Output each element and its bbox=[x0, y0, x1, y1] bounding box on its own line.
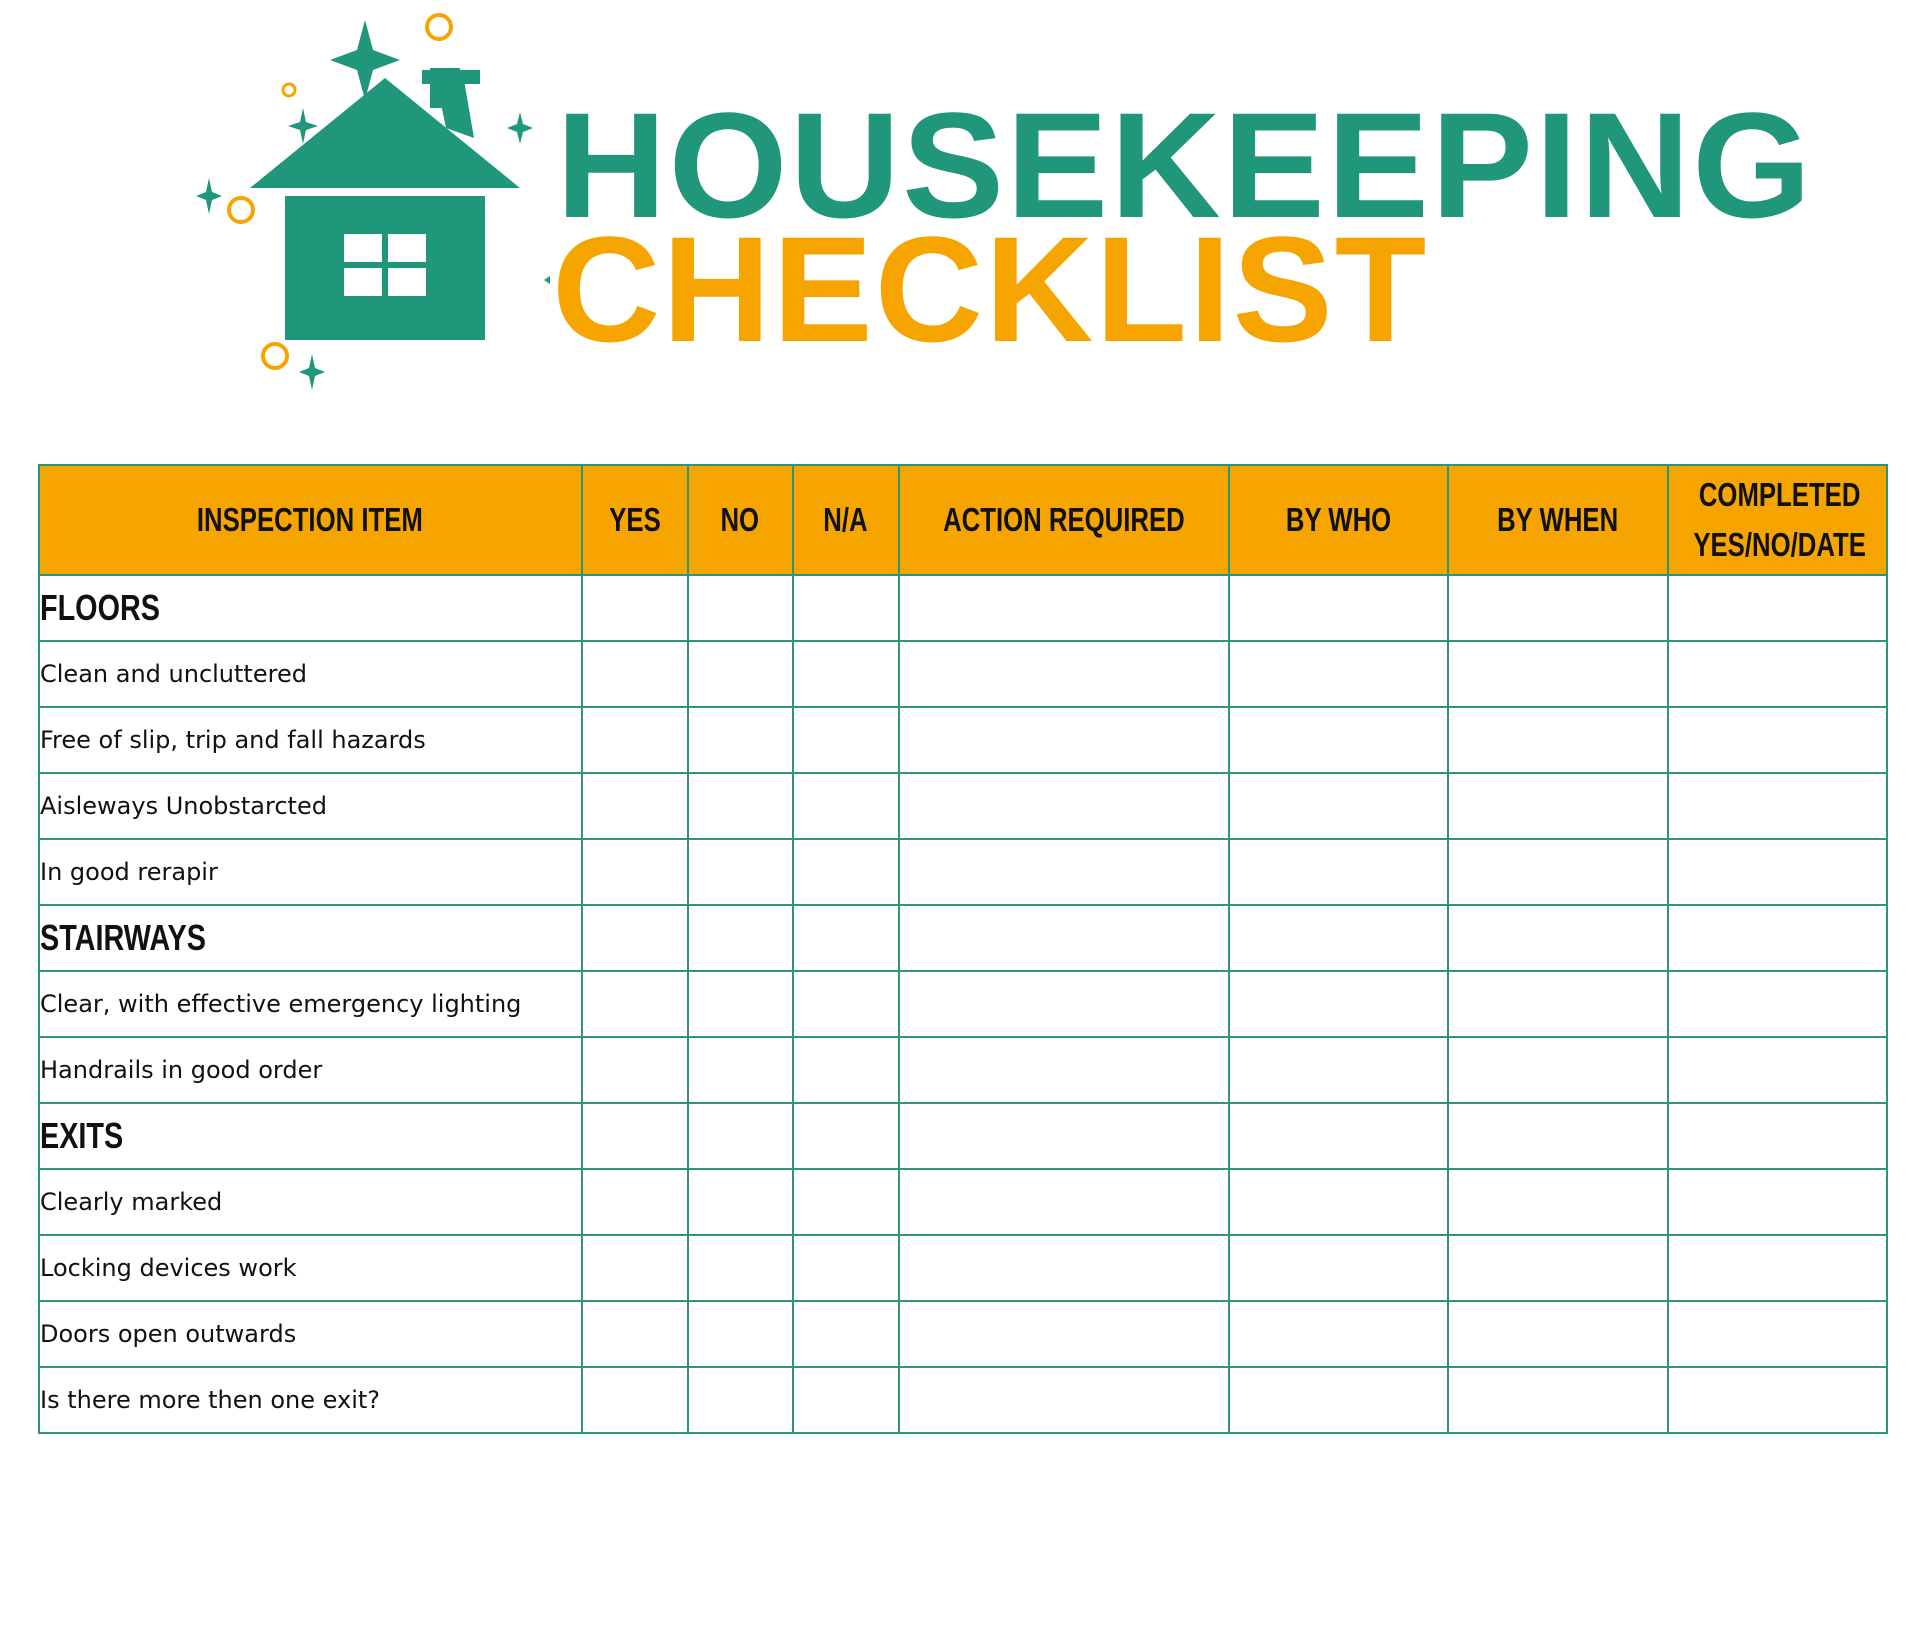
yes-cell[interactable] bbox=[582, 707, 688, 773]
action-required-cell[interactable] bbox=[899, 1037, 1229, 1103]
yes-cell[interactable] bbox=[582, 1235, 688, 1301]
by-who-cell[interactable] bbox=[1229, 971, 1448, 1037]
by-when-cell[interactable] bbox=[1448, 1103, 1667, 1169]
table-row bbox=[39, 773, 1887, 839]
section-row bbox=[39, 1103, 1887, 1169]
na-cell[interactable] bbox=[793, 1103, 899, 1169]
col-inspection-item: INSPECTION ITEM bbox=[39, 465, 582, 575]
no-cell[interactable] bbox=[688, 707, 793, 773]
by-when-cell[interactable] bbox=[1448, 1235, 1667, 1301]
na-cell[interactable] bbox=[793, 1301, 899, 1367]
yes-cell[interactable] bbox=[582, 1103, 688, 1169]
yes-cell[interactable] bbox=[582, 641, 688, 707]
yes-cell[interactable] bbox=[582, 1367, 688, 1433]
na-cell[interactable] bbox=[793, 839, 899, 905]
by-who-cell[interactable] bbox=[1229, 1367, 1448, 1433]
col-yes: YES bbox=[582, 465, 688, 575]
no-cell[interactable] bbox=[688, 839, 793, 905]
no-cell[interactable] bbox=[688, 1235, 793, 1301]
title-checklist: CHECKLIST bbox=[552, 205, 1429, 373]
completed-cell[interactable] bbox=[1668, 773, 1887, 839]
by-who-cell[interactable] bbox=[1229, 707, 1448, 773]
completed-cell[interactable] bbox=[1668, 1301, 1887, 1367]
section-row bbox=[39, 905, 1887, 971]
action-required-cell[interactable] bbox=[899, 905, 1229, 971]
by-who-cell[interactable] bbox=[1229, 1235, 1448, 1301]
yes-cell[interactable] bbox=[582, 575, 688, 641]
table-row bbox=[39, 641, 1887, 707]
inspection-item: Doors open outwards bbox=[39, 1301, 582, 1367]
by-who-cell[interactable] bbox=[1229, 1301, 1448, 1367]
by-who-cell[interactable] bbox=[1229, 905, 1448, 971]
completed-cell[interactable] bbox=[1668, 1103, 1887, 1169]
house-icon bbox=[190, 10, 550, 390]
table-row bbox=[39, 1235, 1887, 1301]
by-when-cell[interactable] bbox=[1448, 1301, 1667, 1367]
completed-cell[interactable] bbox=[1668, 707, 1887, 773]
yes-cell[interactable] bbox=[582, 773, 688, 839]
action-required-cell[interactable] bbox=[899, 575, 1229, 641]
completed-cell[interactable] bbox=[1668, 905, 1887, 971]
inspection-item: Free of slip, trip and fall hazards bbox=[39, 707, 582, 773]
action-required-cell[interactable] bbox=[899, 707, 1229, 773]
yes-cell[interactable] bbox=[582, 1037, 688, 1103]
inspection-item: Aisleways Unobstarcted bbox=[39, 773, 582, 839]
inspection-item: Clean and uncluttered bbox=[39, 641, 582, 707]
action-required-cell[interactable] bbox=[899, 773, 1229, 839]
table-header-row bbox=[39, 465, 1887, 575]
completed-cell[interactable] bbox=[1668, 971, 1887, 1037]
action-required-cell[interactable] bbox=[899, 971, 1229, 1037]
inspection-item: Is there more then one exit? bbox=[39, 1367, 582, 1433]
section-row bbox=[39, 575, 1887, 641]
na-cell[interactable] bbox=[793, 1037, 899, 1103]
completed-cell[interactable] bbox=[1668, 839, 1887, 905]
yes-cell[interactable] bbox=[582, 1301, 688, 1367]
by-who-cell[interactable] bbox=[1229, 773, 1448, 839]
yes-cell[interactable] bbox=[582, 1169, 688, 1235]
na-cell[interactable] bbox=[793, 773, 899, 839]
table-row bbox=[39, 1367, 1887, 1433]
no-cell[interactable] bbox=[688, 1169, 793, 1235]
by-when-cell[interactable] bbox=[1448, 773, 1667, 839]
section-label: FLOORS bbox=[39, 575, 582, 641]
table-row bbox=[39, 971, 1887, 1037]
na-cell[interactable] bbox=[793, 1169, 899, 1235]
inspection-item: Clear, with effective emergency lighting bbox=[39, 971, 582, 1037]
by-who-cell[interactable] bbox=[1229, 1103, 1448, 1169]
by-when-cell[interactable] bbox=[1448, 707, 1667, 773]
section-label: EXITS bbox=[39, 1103, 582, 1169]
section-label: STAIRWAYS bbox=[39, 905, 582, 971]
na-cell[interactable] bbox=[793, 707, 899, 773]
col-no: NO bbox=[688, 465, 793, 575]
no-cell[interactable] bbox=[688, 1103, 793, 1169]
checklist-table bbox=[38, 464, 1888, 1434]
col-completed: COMPLETED YES/NO/DATE bbox=[1668, 465, 1887, 575]
na-cell[interactable] bbox=[793, 1367, 899, 1433]
action-required-cell[interactable] bbox=[899, 839, 1229, 905]
title-housekeeping: HOUSEKEEPING bbox=[556, 81, 1814, 249]
col-by-who: BY WHO bbox=[1229, 465, 1448, 575]
no-cell[interactable] bbox=[688, 773, 793, 839]
by-when-cell[interactable] bbox=[1448, 905, 1667, 971]
by-when-cell[interactable] bbox=[1448, 971, 1667, 1037]
action-required-cell[interactable] bbox=[899, 1367, 1229, 1433]
action-required-cell[interactable] bbox=[899, 641, 1229, 707]
by-who-cell[interactable] bbox=[1229, 641, 1448, 707]
na-cell[interactable] bbox=[793, 1235, 899, 1301]
by-when-cell[interactable] bbox=[1448, 1367, 1667, 1433]
yes-cell[interactable] bbox=[582, 971, 688, 1037]
completed-cell[interactable] bbox=[1668, 1367, 1887, 1433]
no-cell[interactable] bbox=[688, 1301, 793, 1367]
table-row bbox=[39, 839, 1887, 905]
table-row bbox=[39, 707, 1887, 773]
col-na: N/A bbox=[793, 465, 899, 575]
no-cell[interactable] bbox=[688, 641, 793, 707]
by-who-cell[interactable] bbox=[1229, 839, 1448, 905]
action-required-cell[interactable] bbox=[899, 1103, 1229, 1169]
completed-cell[interactable] bbox=[1668, 1235, 1887, 1301]
action-required-cell[interactable] bbox=[899, 1169, 1229, 1235]
inspection-item: Clearly marked bbox=[39, 1169, 582, 1235]
no-cell[interactable] bbox=[688, 575, 793, 641]
yes-cell[interactable] bbox=[582, 839, 688, 905]
col-action-required: ACTION REQUIRED bbox=[899, 465, 1229, 575]
by-when-cell[interactable] bbox=[1448, 1169, 1667, 1235]
completed-cell[interactable] bbox=[1668, 641, 1887, 707]
action-required-cell[interactable] bbox=[899, 1235, 1229, 1301]
by-when-cell[interactable] bbox=[1448, 1037, 1667, 1103]
no-cell[interactable] bbox=[688, 971, 793, 1037]
na-cell[interactable] bbox=[793, 905, 899, 971]
by-when-cell[interactable] bbox=[1448, 575, 1667, 641]
table-row bbox=[39, 1169, 1887, 1235]
by-when-cell[interactable] bbox=[1448, 641, 1667, 707]
by-who-cell[interactable] bbox=[1229, 575, 1448, 641]
no-cell[interactable] bbox=[688, 1367, 793, 1433]
action-required-cell[interactable] bbox=[899, 1301, 1229, 1367]
na-cell[interactable] bbox=[793, 575, 899, 641]
table-row bbox=[39, 1301, 1887, 1367]
inspection-item: Handrails in good order bbox=[39, 1037, 582, 1103]
na-cell[interactable] bbox=[793, 971, 899, 1037]
completed-cell[interactable] bbox=[1668, 1037, 1887, 1103]
yes-cell[interactable] bbox=[582, 905, 688, 971]
no-cell[interactable] bbox=[688, 905, 793, 971]
by-when-cell[interactable] bbox=[1448, 839, 1667, 905]
completed-cell[interactable] bbox=[1668, 1169, 1887, 1235]
by-who-cell[interactable] bbox=[1229, 1169, 1448, 1235]
by-who-cell[interactable] bbox=[1229, 1037, 1448, 1103]
completed-cell[interactable] bbox=[1668, 575, 1887, 641]
table-row bbox=[39, 1037, 1887, 1103]
no-cell[interactable] bbox=[688, 1037, 793, 1103]
na-cell[interactable] bbox=[793, 641, 899, 707]
col-by-when: BY WHEN bbox=[1448, 465, 1667, 575]
inspection-item: In good rerapir bbox=[39, 839, 582, 905]
inspection-item: Locking devices work bbox=[39, 1235, 582, 1301]
